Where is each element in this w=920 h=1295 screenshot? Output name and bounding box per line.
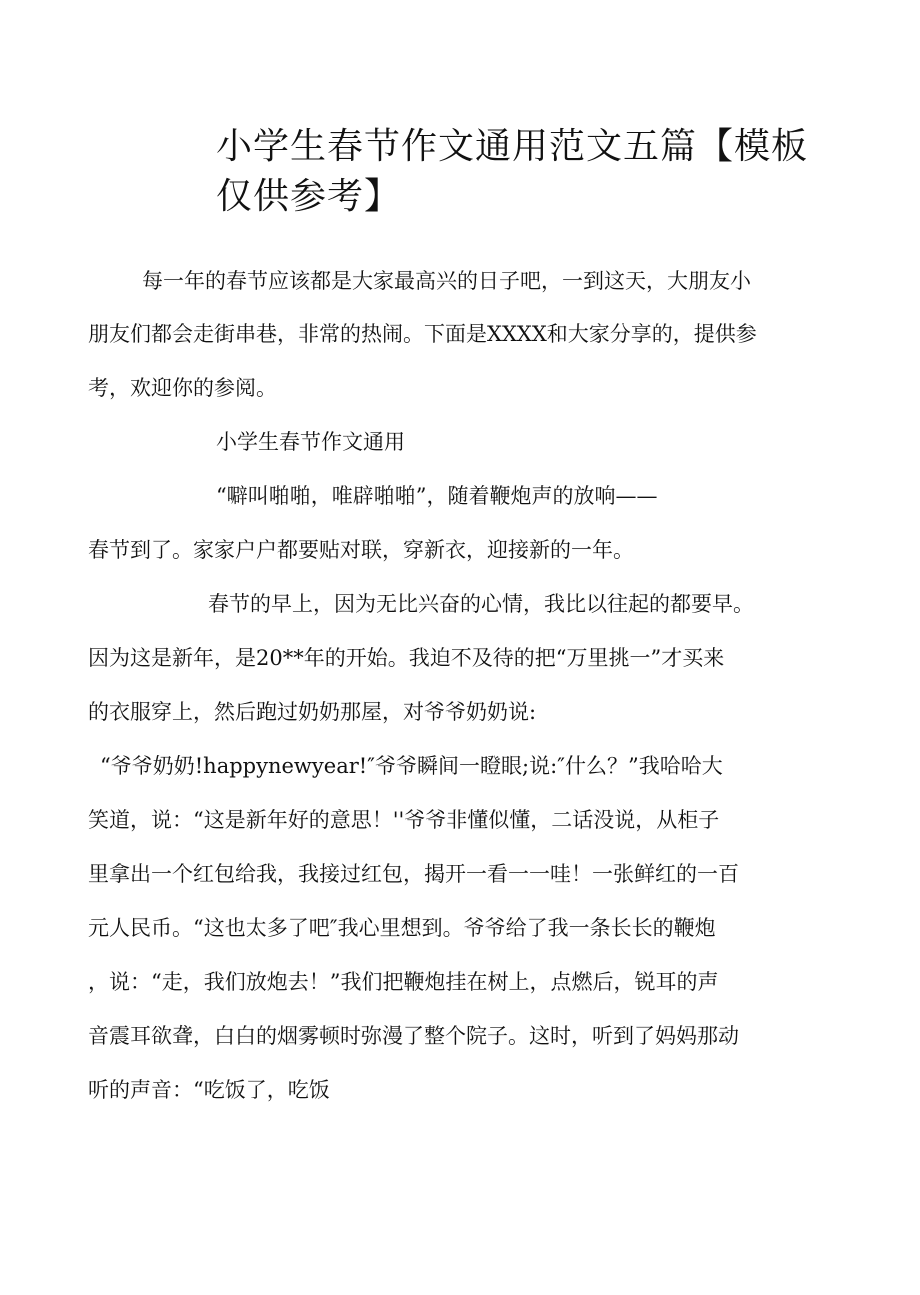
body-line-1: “噼叫啪啪，唯辟啪啪”，随着鞭炮声的放响——: [216, 484, 658, 508]
section-subheading: 小学生春节作文通用: [216, 430, 405, 454]
body-line-12: 听的声音：“吃饭了，吃饭: [88, 1078, 330, 1102]
body-line-5: 的衣服穿上，然后跑过奶奶那屋，对爷爷奶奶说:: [88, 700, 537, 724]
intro-line-1: 每一年的春节应该都是大家最高兴的日子吧，一到这天，大朋友小: [142, 269, 751, 293]
body-line-10: ，说：“走，我们放炮去！”我们把鞭炮挂在树上，点燃后，锐耳的声: [88, 970, 719, 994]
body-line-7: 笑道，说：“这是新年好的意思！''爷爷非懂似懂，二话没说，从柜子: [88, 808, 720, 832]
intro-line-3: 考，欢迎你的参阅。: [88, 376, 277, 400]
document-title: 小学生春节作文通用范文五篇【模板仅供参考】: [216, 126, 809, 217]
body-line-2: 春节到了。家家户户都要贴对联，穿新衣，迎接新的一年。: [88, 538, 634, 562]
body-line-8: 里拿出一个红包给我，我接过红包，揭开一看一一哇！一张鲜红的一百: [88, 862, 739, 886]
body-line-4: 因为这是新年，是20**年的开始。我迫不及待的把“万里挑一”才买来: [88, 646, 725, 670]
body-line-9: 元人民币。“这也太多了吧″我心里想到。爷爷给了我一条长长的鞭炮: [88, 916, 716, 940]
body-line-11: 音震耳欲聋，白白的烟雾顿时弥漫了整个院子。这时，听到了妈妈那动: [88, 1024, 739, 1048]
body-line-3: 春节的早上，因为无比兴奋的心情，我比以往起的都要早。: [208, 592, 754, 616]
body-line-6: “爷爷奶奶!happynewyear!″爷爷瞬间一瞪眼;说:″什么？”我哈哈大: [100, 754, 723, 778]
intro-line-2: 朋友们都会走街串巷，非常的热闹。下面是XXXX和大家分享的，提供参: [88, 322, 757, 346]
